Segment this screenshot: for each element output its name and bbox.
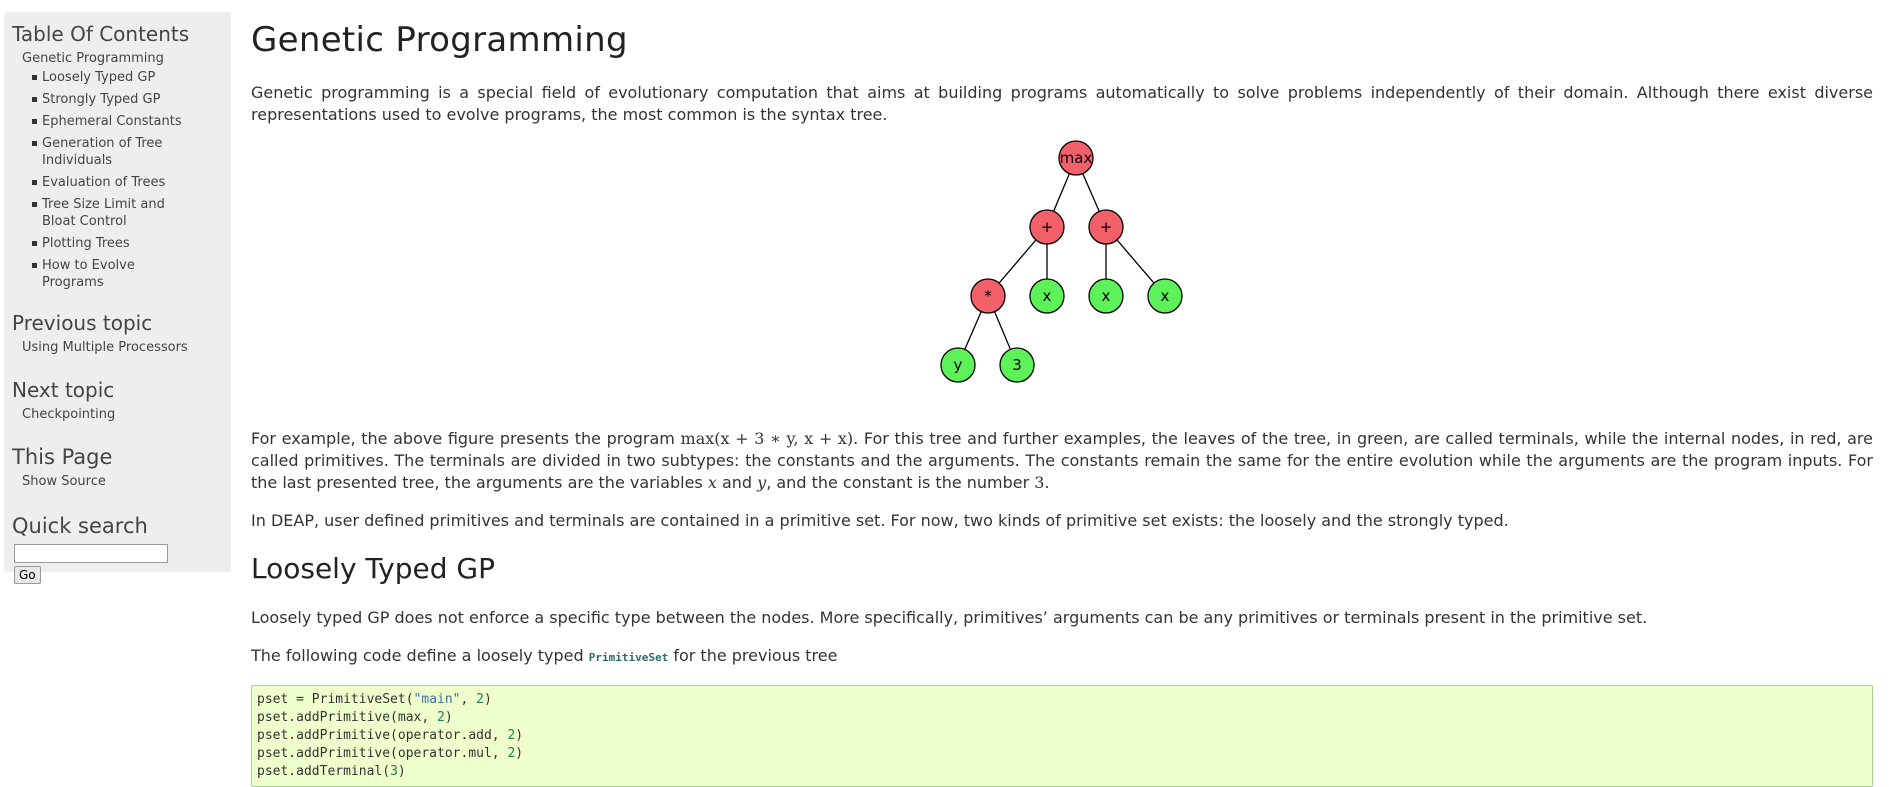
this-page-heading: This Page [12, 445, 113, 469]
previous-topic-link[interactable]: Using Multiple Processors [22, 340, 188, 355]
tree-node-label: max [1059, 149, 1093, 167]
show-source-link[interactable]: Show Source [22, 474, 106, 489]
code-line-2: pset.addPrimitive(max, 2) [257, 710, 453, 725]
period: . [1044, 473, 1050, 492]
tree-figure [251, 138, 1873, 416]
tree-node-label: 3 [1012, 356, 1022, 374]
example-math: max(x + 3 ∗ y, x + x) [680, 429, 854, 448]
intro-paragraph: Genetic programming is a special field of evolutionary computation that aims at building programs automatically to solve problems independently of their domain. Although there exist diverse representations used to evolve programs, the most common is the syntax tree. [251, 83, 1873, 124]
tree-node-terminal [941, 348, 975, 382]
next-topic-heading: Next topic [12, 378, 115, 402]
example-text-2: . For this tree and further examples, the leaves of the tree, in green, are called terminals, while the internal nodes, in red, are called primitives. The terminals are divided in two subtypes: the constants and the arguments. The constants remain the same for the entire evolution while the arguments are the program inputs. For the last presented tree, the arguments are the variables [251, 429, 1873, 492]
code-line-1: pset = PrimitiveSet("main", 2) [257, 692, 492, 707]
go-button[interactable]: Go [14, 566, 41, 584]
tree-node-primitive [1089, 210, 1123, 244]
and-word: and [716, 473, 758, 492]
toc-item-strongly-typed-gp[interactable]: Strongly Typed GP [32, 91, 192, 108]
tree-node-primitive [1059, 141, 1093, 175]
tree-node-label: * [984, 287, 992, 305]
following-text-2: for the previous tree [668, 646, 838, 665]
toc-item-loosely-typed-gp[interactable]: Loosely Typed GP [32, 69, 192, 86]
syntax-tree-diagram [251, 138, 1873, 416]
code-line-3: pset.addPrimitive(operator.add, 2) [257, 728, 524, 743]
primitiveset-inline-code[interactable]: PrimitiveSet [588, 651, 669, 664]
tree-node-label: x [1101, 287, 1111, 305]
main-content [251, 0, 1873, 787]
toc-item-plotting-trees[interactable]: Plotting Trees [32, 235, 192, 252]
code-line-4: pset.addPrimitive(operator.mul, 2) [257, 746, 524, 761]
var-y: y [757, 473, 767, 492]
example-text-3: , and the constant is the number [766, 473, 1035, 492]
tree-node-label: x [1160, 287, 1170, 305]
toc-heading: Table Of Contents [12, 22, 190, 46]
loose-paragraph: Loosely typed GP does not enforce a specific type between the nodes. More specifically, primitives’ arguments can be any primitives or terminals present in the primitive set. [251, 608, 1648, 627]
toc-link-genetic-programming[interactable]: Genetic Programming [22, 51, 164, 66]
tree-node-primitive [1030, 210, 1064, 244]
var-x: x [707, 473, 717, 492]
following-paragraph [251, 645, 1873, 669]
tree-node-label: + [1099, 218, 1113, 236]
example-text-1: For example, the above figure presents the program [251, 429, 681, 448]
toc-item-how-to-evolve-programs[interactable]: How to Evolve Programs [32, 257, 192, 291]
tree-node-terminal [1030, 279, 1064, 313]
tree-node-primitive [971, 279, 1005, 313]
page-title: Genetic Programming [251, 20, 628, 60]
tree-node-terminal [1089, 279, 1123, 313]
toc-item-tree-size-limit[interactable]: Tree Size Limit and Bloat Control [32, 196, 192, 230]
const-3: 3 [1034, 473, 1045, 492]
tree-node-label: y [953, 356, 963, 374]
example-paragraph [251, 428, 1873, 494]
toc-list [12, 69, 223, 291]
section-heading-loosely-typed-gp: Loosely Typed GP [251, 552, 496, 585]
search-input[interactable] [14, 544, 168, 563]
tree-node-label: x [1042, 287, 1052, 305]
toc-item-generation-of-tree-individuals[interactable]: Generation of Tree Individuals [32, 135, 192, 169]
code-block [251, 685, 1873, 787]
deap-paragraph: In DEAP, user defined primitives and terminals are contained in a primitive set. For now, two kinds of primitive set exists: the loosely and the strongly typed. [251, 511, 1509, 530]
toc-item-ephemeral-constants[interactable]: Ephemeral Constants [32, 113, 192, 130]
tree-node-terminal [1148, 279, 1182, 313]
toc-item-evaluation-of-trees[interactable]: Evaluation of Trees [32, 174, 192, 191]
code-line-5: pset.addTerminal(3) [257, 764, 406, 779]
tree-node-terminal [1000, 348, 1034, 382]
quick-search-heading: Quick search [12, 514, 148, 538]
tree-node-label: + [1040, 218, 1054, 236]
following-text-1: The following code define a loosely typed [251, 646, 589, 665]
previous-topic-heading: Previous topic [12, 311, 153, 335]
next-topic-link[interactable]: Checkpointing [22, 407, 116, 422]
sidebar [4, 12, 231, 582]
